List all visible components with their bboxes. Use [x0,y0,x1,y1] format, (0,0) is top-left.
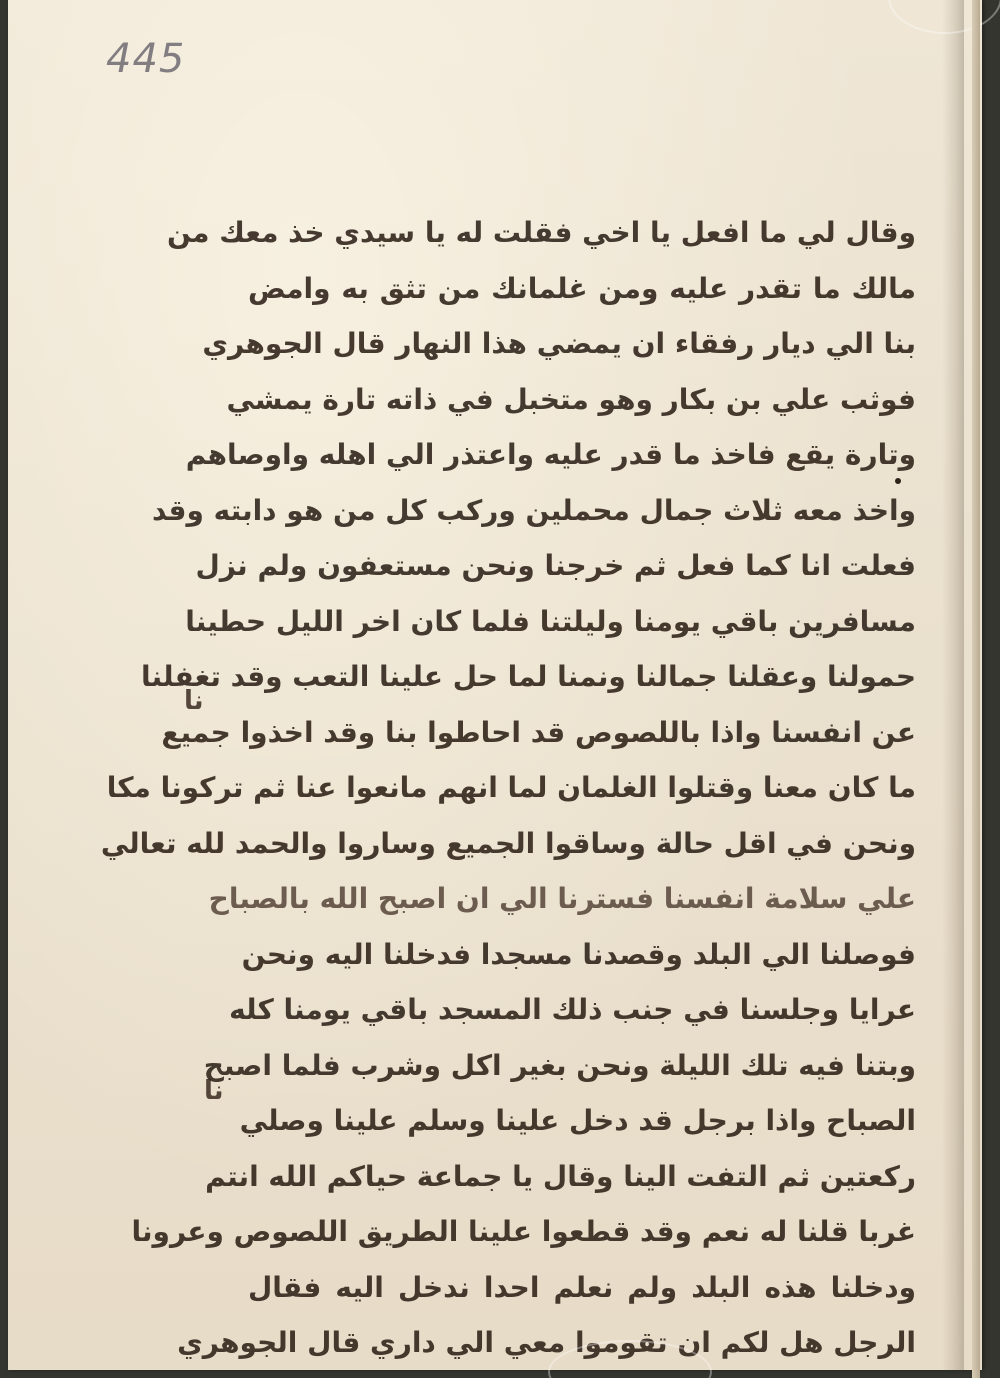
text-line: الصباح واذا برجل قد دخل علينا وسلم علينا وصلي [239,1104,916,1137]
margin-note: نا [204,1076,224,1106]
text-line: فوصلنا الي البلد وقصدنا مسجدا فدخلنا اليه ونحن [241,937,916,971]
text-line: وتارة يقع فاخذ ما قدر عليه واعتذر الي اهله واوصاهم [185,438,916,471]
page-edge-shadow [942,0,964,1370]
text-line: ما كان معنا وقتلوا الغلمان لما انهم مانعوا عنا ثم تركونا مكا [106,771,916,804]
text-line: وبتنا فيه تلك الليلة ونحن بغير اكل وشرب فلما اصبح [203,1048,916,1082]
text-line: عرايا وجلسنا في جنب ذلك المسجد باقي يومنا كله [229,993,916,1026]
text-line: ونحن في اقل حالة وساقوا الجميع وساروا والحمد لله تعالي [100,826,916,860]
text-line: حمولنا وعقلنا جمالنا ونمنا لما حل علينا التعب وقد تغفلنا [141,660,916,693]
text-line: ركعتين ثم التفت الينا وقال يا جماعة حياكم الله انتم [205,1159,916,1193]
text-line: مسافرين باقي يومنا وليلتنا فلما كان اخر الليل حطينا [185,604,916,638]
margin-note: نا [184,686,204,716]
text-line: عن انفسنا واذا باللصوص قد احاطوا بنا وقد اخذوا جميع [161,715,916,749]
manuscript-page [8,0,982,1370]
text-line: فعلت انا كما فعل ثم خرجنا ونحن مستعفون ولم نزل [195,549,916,582]
text-line: غربا قلنا له نعم وقد قطعوا علينا الطريق اللصوص وعرونا [131,1215,916,1248]
text-line: وقال لي ما افعل يا اخي فقلت له يا سيدي خذ معك من [166,216,916,249]
text-line: ودخلنا هذه البلد ولم نعلم احدا ندخل اليه فقال [248,1270,916,1304]
text-block [100,205,916,1371]
text-line: بنا الي ديار رفقاء ان يمضي هذا النهار قال الجوهري [202,327,916,360]
text-line: علي سلامة انفسنا فسترنا الي ان اصبح الله بالصباح [208,882,916,915]
text-line: فوثب علي بن بكار وهو متخبل في ذاته تارة يمشي [226,382,916,416]
text-line: واخذ معه ثلاث جمال محملين وركب كل من هو دابته وقد [152,493,916,527]
text-line: مالك ما تقدر عليه ومن غلمانك من تثق به وامض [248,271,916,305]
page-fold [972,0,980,1378]
text-line: الرجل هل لكم ان تقوموا معي الي داري قال الجوهري [177,1326,916,1359]
folio-number: 445 [106,36,186,82]
